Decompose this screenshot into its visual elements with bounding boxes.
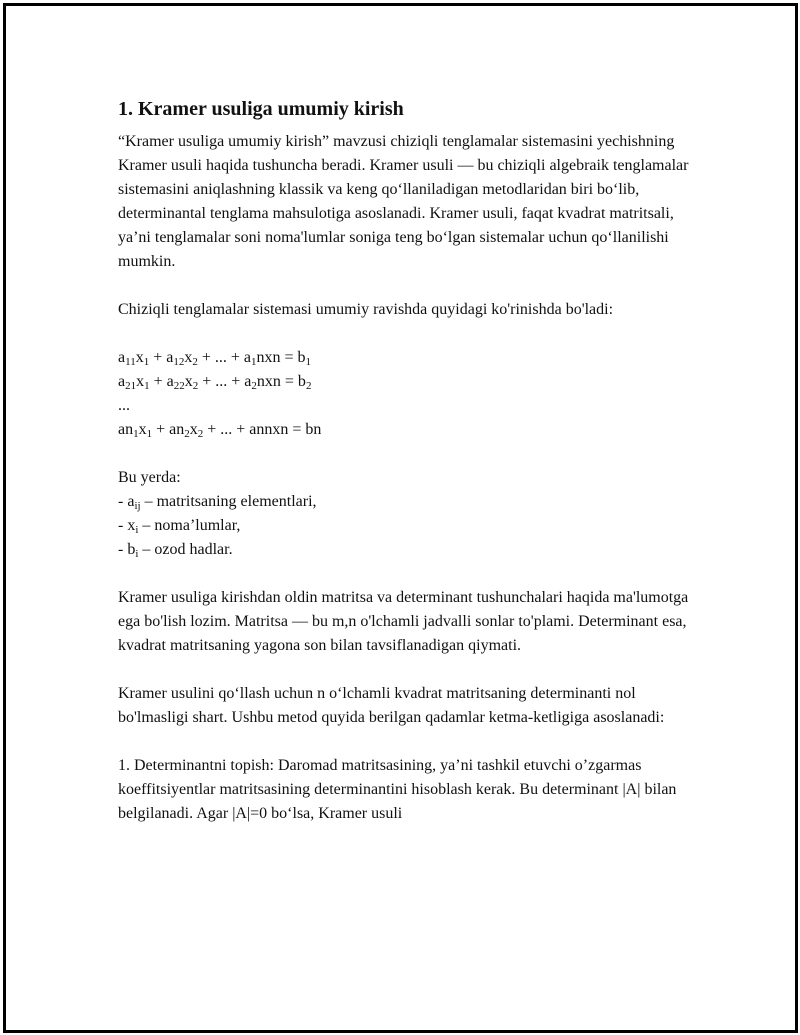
step-1-paragraph: 1. Determinantni topish: Daromad matritsasining, ya’ni tashkil etuvchi o’zgarmas koeffitsiyentlar matritsasining determinantini hisoblash kerak. Bu determinant |A| bilan belgilanadi. Agar |A|=0 bo‘lsa, Kramer usuli [118,757,677,822]
equation-2: $a_{21}x_1 + a_{22}x_2$ + ... + $a_2nxn = b_2$ [118,373,312,392]
document-body [118,96,703,850]
condition-paragraph: Kramer usulini qo‘llash uchun n o‘lchamli kvadrat matritsaning determinanti nol bo'lmasligi shart. Ushbu metod quyida berilgan qadamlar ketma-ketligiga asoslanadi: [118,685,665,726]
definition-item: - $b_i$ – ozod hadlar. [118,541,233,560]
section-title: 1. Kramer usuliga umumiy kirish [118,98,404,120]
definition-item: - $a_{ij}$ – matritsaning elementlari, [118,493,317,512]
definition-item: - $x_i$ – noma’lumlar, [118,517,241,536]
equation-1: $a_{11}x_1 + a_{12}x_2$ + ... + $a_1nxn = b_1$ [118,349,312,368]
definitions-heading: Bu yerda: [118,469,181,486]
equation-system [118,346,703,442]
general-form-paragraph: Chiziqli tenglamalar sistemasi umumiy ravishda quyidagi ko'rinishda bo'ladi: [118,301,614,318]
definitions-list [118,466,703,562]
equation-n: $an_1x_1 + an_2x_2$ + ... + annxn = bn [118,421,322,440]
matrix-paragraph: Kramer usuliga kirishdan oldin matritsa va determinant tushunchalari haqida ma'lumotga ega bo'lish lozim. Matritsa — bu m,n o'lchamli jadvalli sonlar to'plami. Determinant esa, kvadrat matritsaning yagona son bilan tavsiflanadigan qiymati. [118,589,689,654]
equation-ellipsis: ... [118,397,130,414]
intro-paragraph: “Kramer usuliga umumiy kirish” mavzusi chiziqli tenglamalar sistemasini yechishning Kramer usuli haqida tushuncha beradi. Kramer usuli — bu chiziqli algebraik tenglamalar sistemasini aniqlashning klassik va keng qo‘llaniladigan metodlaridan biri bo‘lib, determinantal tenglama mahsulotiga asoslanadi. Kramer usuli, faqat kvadrat matritsali, ya’ni tenglamalar soni noma'lumlar soniga teng bo‘lgan sistemalar uchun qo‘llanilishi mumkin. [118,133,689,270]
